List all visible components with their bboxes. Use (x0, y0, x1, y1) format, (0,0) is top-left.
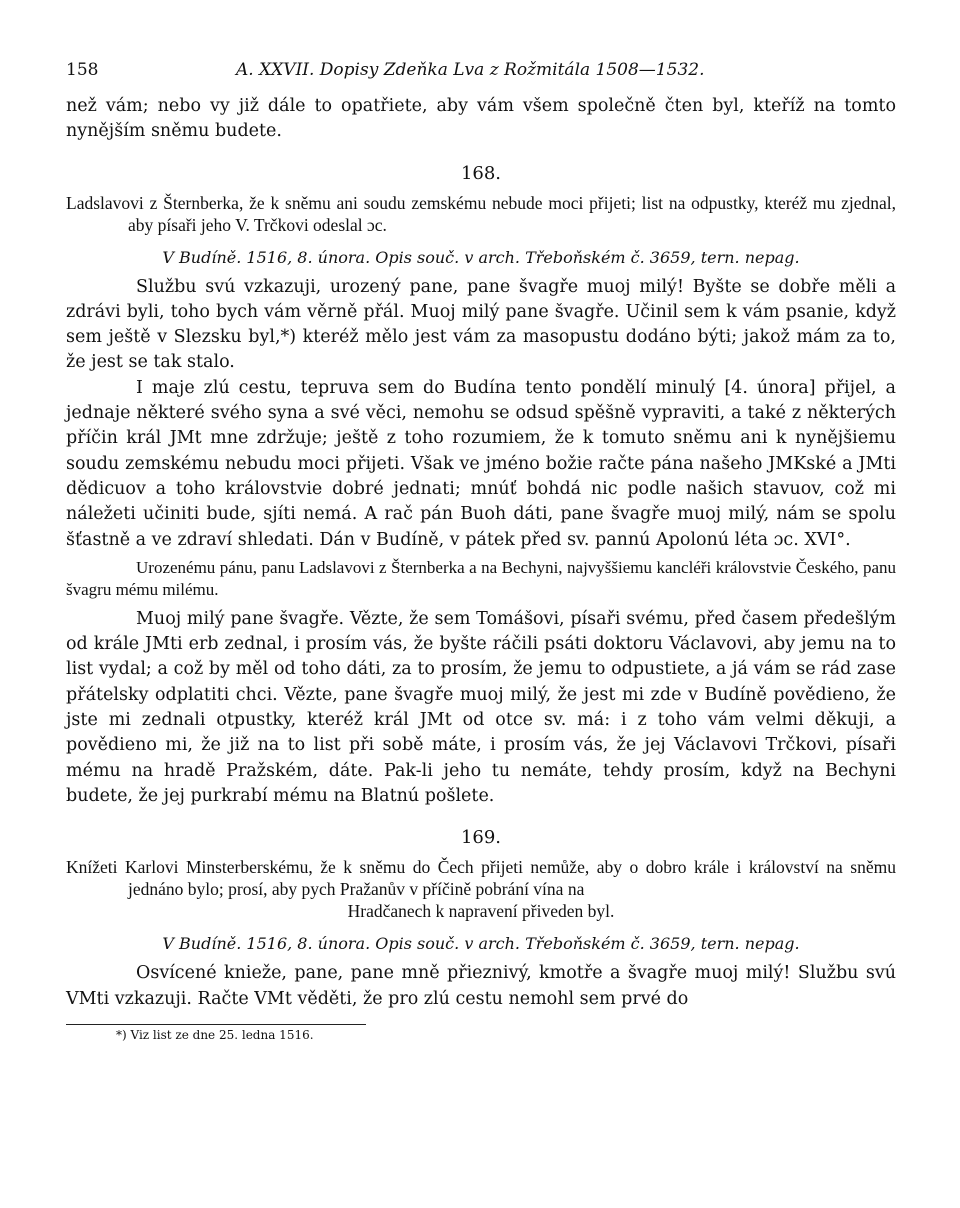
letter-168-paragraph: Službu svú vzkazuji, urozený pane, pane švagře muoj milý! Byšte se dobře měli a zdrávi byli, toho bych vám věrně přál. Muoj milý pane švagře. Učinil sem k vám psanie, když sem ještě v Slezsku byl,*) kteréž mělo jest vám za masopustu dodáno býti; jakož mám za to, že jest se tak stalo. (66, 276, 896, 373)
letter-168-paragraph: I maje zlú cestu, tepruva sem do Budína tento pondělí minulý [4. února] přijel, a jednaje některé svého syna a své věci, nemohu se odsud spěšně vypraviti, a také z některých příčin král JMt mne zdržuje; ještě z toho rozumiem, že k tomuto sněmu ani k nynějšiemu soudu zemskému nebudu moci přijeti. Však ve jméno božie račte pána našeho JMKské a JMti dědicuov a toho královstvie dobré jednati; mnúť bohdá nic podle našich stavuov, což mi náležeti učiniti bude, sjíti nemá. A rač pán Buoh dáti, pane švagře muoj milý, nám se spolu šťastně a ve zdraví shledati. Dán v Budíně, v pátek před sv. pannú Apolonú léta ɔc. XVI°. (66, 377, 896, 550)
page-header (66, 60, 896, 94)
footnote: *) Viz list ze dne 25. ledna 1516. (116, 1027, 314, 1042)
letter-169-number: 169. (460, 827, 502, 849)
footnote-divider (66, 1024, 366, 1025)
page-number: 158 (66, 60, 99, 80)
carryover-text: než vám; nebo vy již dále to opatřiete, aby vám všem společně čten byl, kteříž na tomto nynějším sněmu budete. (66, 96, 896, 142)
letter-169-summary: Knížeti Karlovi Minsterberskému, že k sněmu do Čech přijeti nemůže, aby o dobro krále i království na sněmu jednáno bylo; prosí, aby pych Pražanův v příčině pobrání vína na (66, 857, 896, 900)
letter-168-address: Urozenému pánu, panu Ladslavovi z Šternberka a na Bechyni, najvyššiemu kancléři královstvie Českého, panu švagru mému milému. (66, 557, 896, 599)
letter-169-summary-end: Hradčanech k napravení přiveden byl. (347, 901, 615, 922)
letter-168-source: V Budíně. 1516, 8. února. Opis souč. v arch. Třeboňském č. 3659, tern. nepag. (162, 247, 800, 267)
letter-168-number: 168. (460, 162, 502, 184)
running-title: A. XXVII. Dopisy Zdeňka Lva z Rožmitála 1508—1532. (236, 60, 705, 80)
letter-169-paragraph: Osvícené knieže, pane, pane mně přieznivý, kmotře a švagře muoj milý! Službu svú VMti vzkazuji. Račte VMt věděti, že pro zlú cestu nemohl sem prvé do (66, 963, 896, 1009)
letter-168-postscript: Muoj milý pane švagře. Vězte, že sem Tomášovi, písaři svému, před časem předešlým od krále JMti erb zednal, i prosím vás, že byšte ráčili psáti doktoru Václavovi, aby jemu na to list vydal; a což by měl od toho dáti, za to prosím, že jemu to odpustiete, a já vám se rád zase přátelsky odplatiti chci. Vězte, pane švagře muoj milý, že jest mi zde v Budíně povědieno, že jste mi zednali otpustky, kteréž král JMt od otce sv. má: i z toho vám velmi děkuji, a povědieno mi, že již na to list při sobě máte, i prosím vás, že jej Václavovi Trčkovi, písaři mému na hradě Pražském, dáte. Pak-li jeho tu nemáte, tehdy prosím, když na Bechyni budete, že jej purkrabí mému na Blatnú pošlete. (66, 608, 896, 806)
document-page (66, 60, 896, 1042)
letter-169-source: V Budíně. 1516, 8. února. Opis souč. v arch. Třeboňském č. 3659, tern. nepag. (162, 934, 800, 954)
letter-168-summary: Ladslavovi z Šternberka, že k sněmu ani soudu zemskému nebude moci přijeti; list na odpustky, kteréž mu zjednal, aby písaři jeho V. Trčkovi odeslal ɔc. (66, 192, 896, 235)
